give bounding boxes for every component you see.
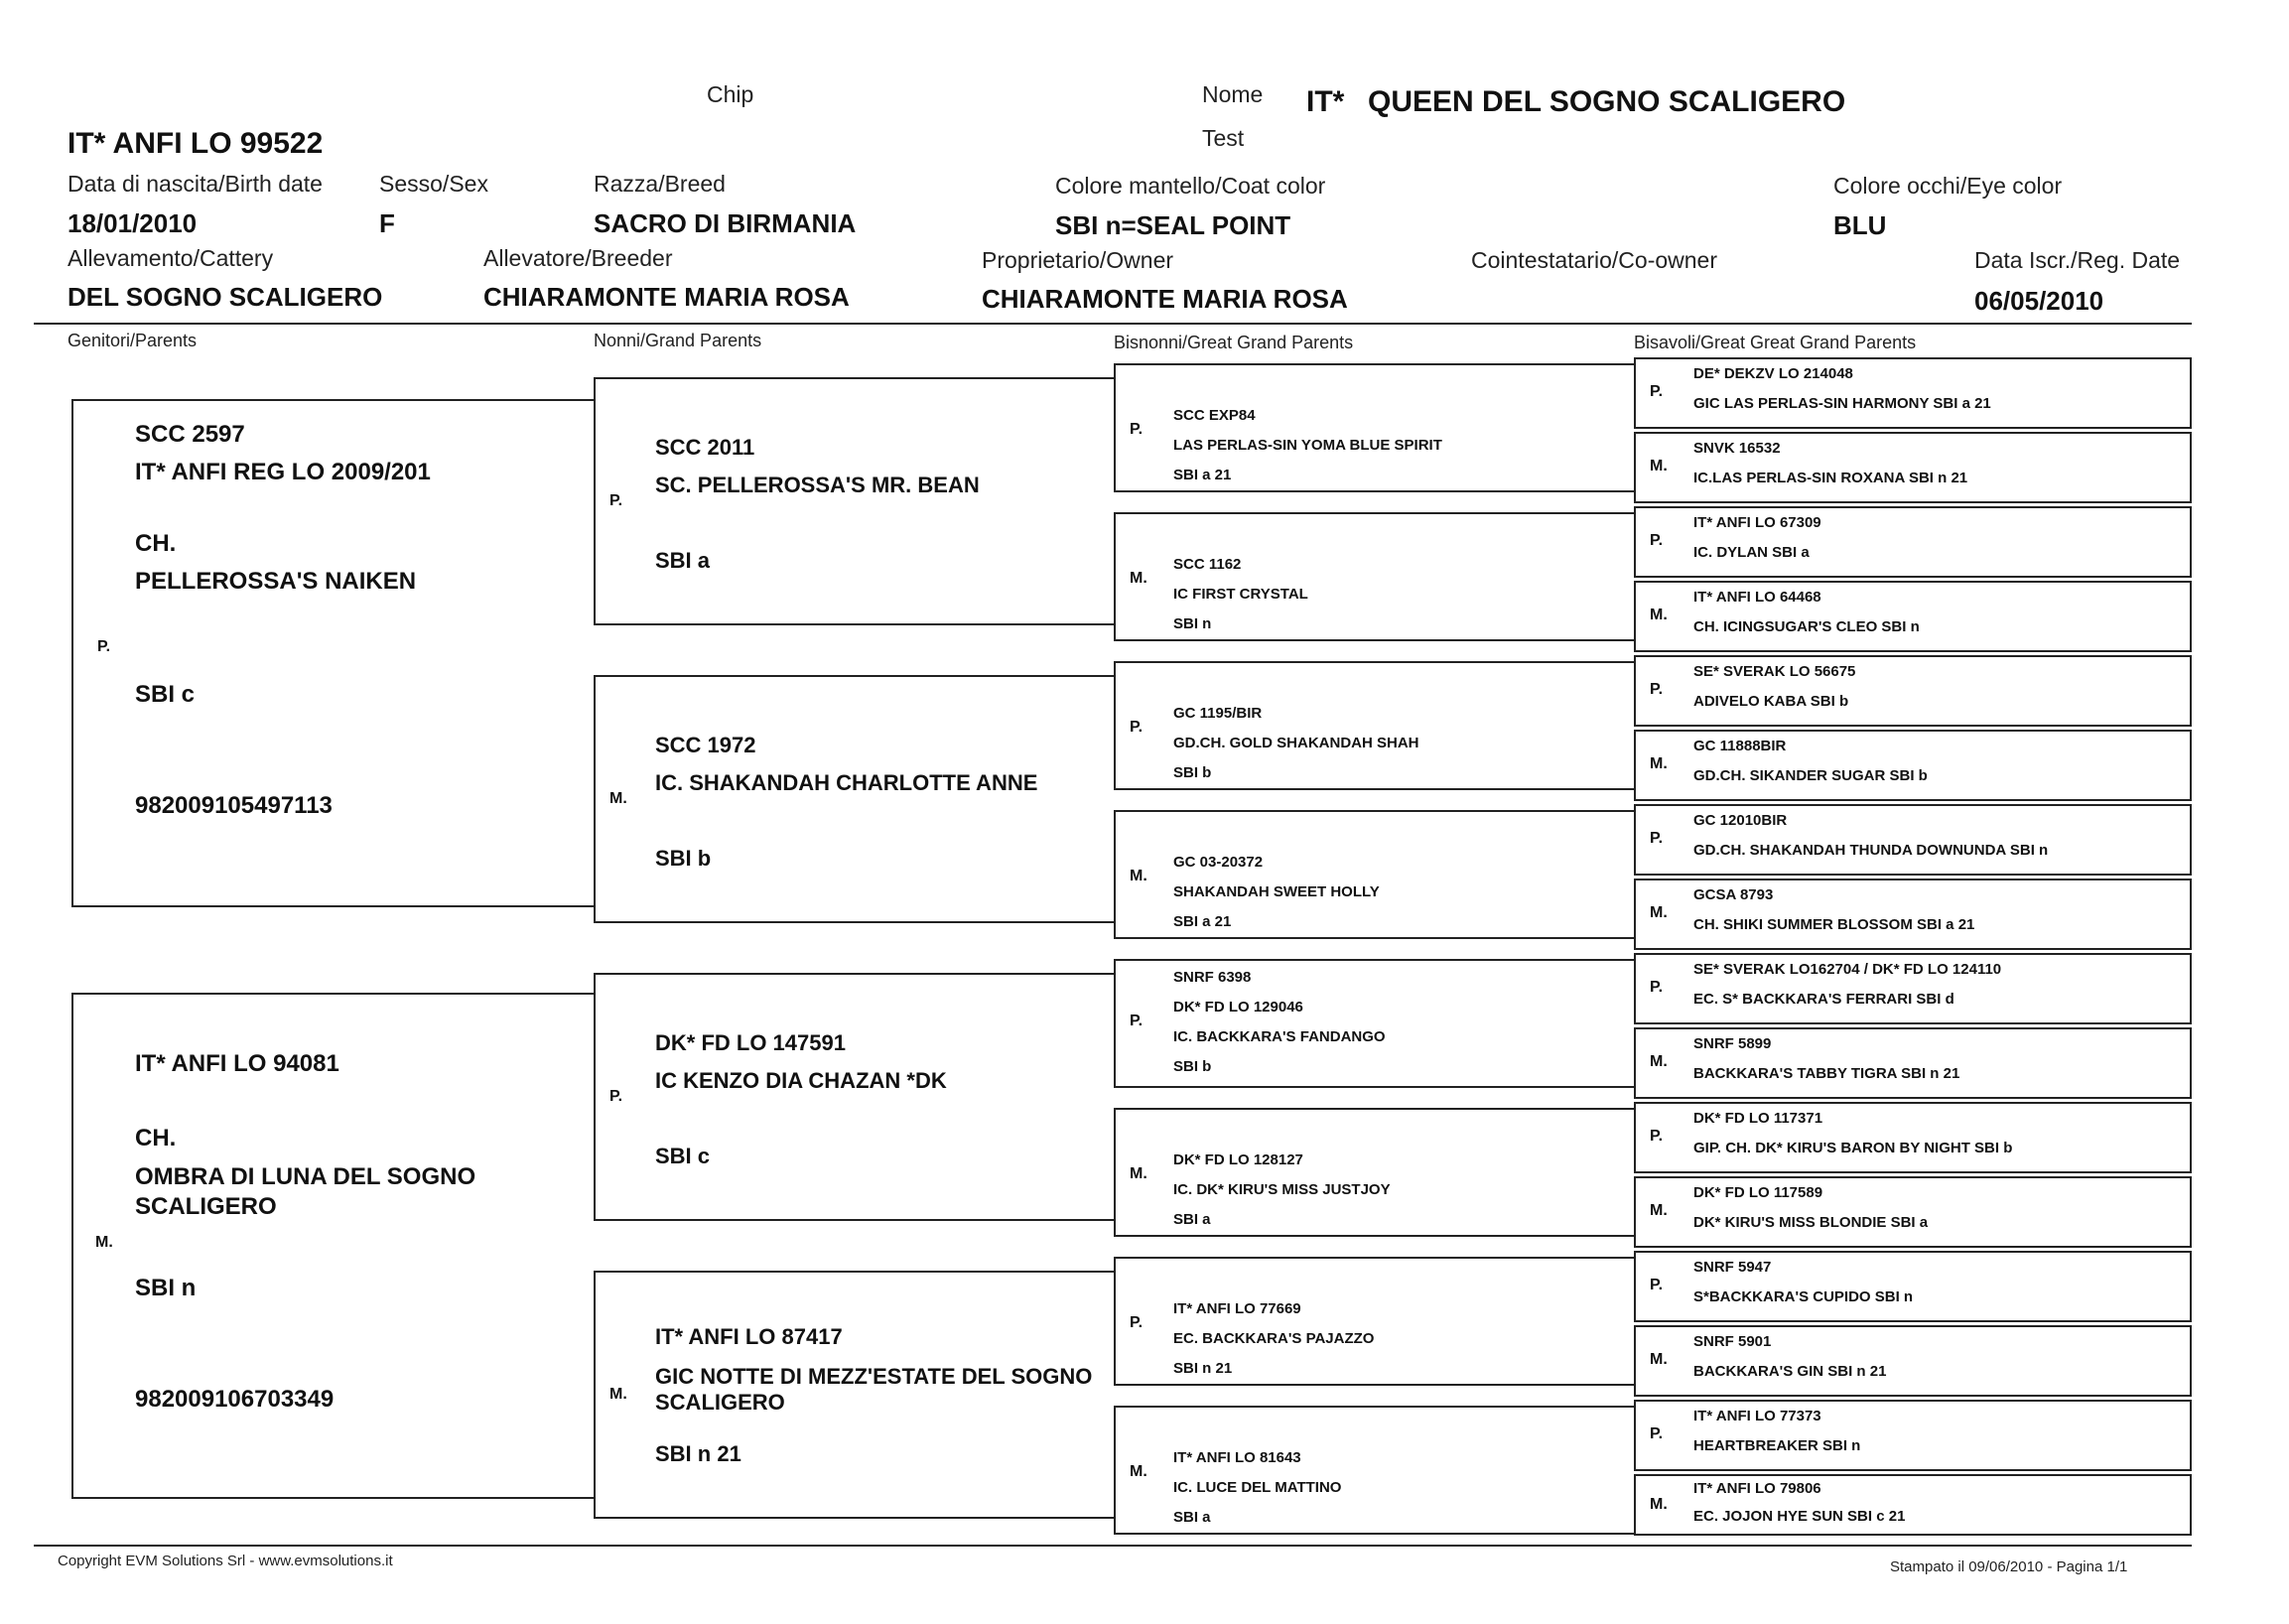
ggg-mark: P.: [1650, 830, 1664, 847]
great-grandparent-box: [1114, 363, 1634, 492]
great-grandparent-line: SCC 1162: [1173, 556, 1242, 573]
grandparent-box: [594, 675, 1116, 923]
footer-divider: [34, 1545, 2192, 1547]
great-grandparent-line: SBI a 21: [1173, 467, 1232, 483]
birth-date-label: Data di nascita/Birth date: [67, 171, 323, 197]
ggg-name: DK* KIRU'S MISS BLONDIE SBI a: [1693, 1214, 1929, 1231]
ggg-name: IC. DYLAN SBI a: [1693, 544, 1810, 561]
ggg-name: BACKKARA'S TABBY TIGRA SBI n 21: [1693, 1065, 1960, 1082]
great-grandparent-line: LAS PERLAS-SIN YOMA BLUE SPIRIT: [1173, 437, 1442, 454]
great-great-grandparent-box: [1634, 1325, 2192, 1397]
grandparent-color: SBI a: [655, 548, 711, 573]
ggg-name: GD.CH. SHAKANDAH THUNDA DOWNUNDA SBI n: [1693, 842, 2049, 859]
parent-name: PELLEROSSA'S NAIKEN: [135, 568, 417, 595]
parent-dam-box: [71, 993, 596, 1499]
grandparent-reg: IT* ANFI LO 87417: [655, 1324, 843, 1349]
breeder-label: Allevatore/Breeder: [483, 245, 673, 271]
birth-date-value: 18/01/2010: [67, 208, 198, 238]
cattery-value: DEL SOGNO SCALIGERO: [67, 282, 383, 312]
col-header-grandparents: Nonni/Grand Parents: [594, 331, 762, 350]
name-label: Nome: [1202, 81, 1264, 107]
great-grandparent-box: [1114, 661, 1634, 790]
great-grandparent-line: IT* ANFI LO 77669: [1173, 1300, 1301, 1317]
ggg-mark: M.: [1650, 755, 1668, 772]
great-great-grandparent-box: [1634, 1102, 2192, 1173]
ggg-name: CH. SHIKI SUMMER BLOSSOM SBI a 21: [1693, 916, 1975, 933]
registration-number: IT* ANFI LO 99522: [67, 127, 324, 160]
ggg-mark: P.: [1650, 1425, 1664, 1442]
ggg-mark: M.: [1650, 1351, 1668, 1368]
parent-dam-mark: M.: [95, 1234, 113, 1251]
ggg-name: BACKKARA'S GIN SBI n 21: [1693, 1363, 1887, 1380]
parent-chip: 982009106703349: [135, 1386, 335, 1413]
ggg-mark: P.: [1650, 1277, 1664, 1293]
ggg-mark: P.: [1650, 681, 1664, 698]
copyright-text: Copyright EVM Solutions Srl - www.evmsolutions.it: [58, 1553, 393, 1569]
ggg-reg: IT* ANFI LO 79806: [1693, 1480, 1821, 1497]
great-grandparent-mark: M.: [1130, 1165, 1147, 1182]
ggg-mark: P.: [1650, 532, 1664, 549]
great-grandparent-line: SBI a 21: [1173, 913, 1232, 930]
great-grandparent-mark: P.: [1130, 1013, 1144, 1029]
great-grandparent-line: IT* ANFI LO 81643: [1173, 1449, 1301, 1466]
cat-name: QUEEN DEL SOGNO SCALIGERO: [1368, 85, 1846, 118]
co-owner-label: Cointestatario/Co-owner: [1471, 247, 1718, 273]
great-great-grandparent-box: [1634, 655, 2192, 727]
ggg-name: S*BACKKARA'S CUPIDO SBI n: [1693, 1288, 1914, 1305]
owner-label: Proprietario/Owner: [982, 247, 1174, 273]
grandparent-reg: SCC 2011: [655, 435, 755, 460]
great-grandparent-mark: P.: [1130, 719, 1144, 736]
col-header-parents: Genitori/Parents: [67, 331, 198, 350]
great-grandparent-box: [1114, 1257, 1634, 1386]
grandparent-name-cont: SCALIGERO: [655, 1390, 785, 1415]
sex-label: Sesso/Sex: [379, 171, 488, 197]
parent-reg: IT* ANFI LO 94081: [135, 1050, 339, 1077]
great-great-grandparent-box: [1634, 1474, 2192, 1536]
ggg-name: CH. ICINGSUGAR'S CLEO SBI n: [1693, 618, 1920, 635]
ggg-reg: DK* FD LO 117589: [1693, 1184, 1823, 1201]
parent-title: CH.: [135, 1125, 177, 1151]
breeder-value: CHIARAMONTE MARIA ROSA: [483, 282, 850, 312]
ggg-reg: IT* ANFI LO 67309: [1693, 514, 1821, 531]
parent-sire-mark: P.: [97, 638, 111, 655]
ggg-reg: SNRF 5899: [1693, 1035, 1772, 1052]
great-grandparent-mark: P.: [1130, 421, 1144, 438]
parent-color: SBI c: [135, 681, 196, 708]
great-grandparent-box: [1114, 512, 1634, 641]
great-great-grandparent-box: [1634, 1176, 2192, 1248]
great-great-grandparent-box: [1634, 730, 2192, 801]
ggg-name: EC. JOJON HYE SUN SBI c 21: [1693, 1508, 1906, 1525]
great-grandparent-mark: M.: [1130, 1463, 1147, 1480]
ggg-mark: M.: [1650, 1496, 1668, 1513]
ggg-mark: P.: [1650, 383, 1664, 400]
header-divider: [34, 323, 2192, 325]
ggg-mark: M.: [1650, 607, 1668, 623]
ggg-reg: SNRF 5901: [1693, 1333, 1772, 1350]
grandparent-name: IC KENZO DIA CHAZAN *DK: [655, 1068, 947, 1093]
great-grandparent-mark: M.: [1130, 570, 1147, 587]
great-great-grandparent-box: [1634, 1027, 2192, 1099]
ggg-name: HEARTBREAKER SBI n: [1693, 1437, 1861, 1454]
coat-color-label: Colore mantello/Coat color: [1055, 173, 1326, 199]
grandparent-name: GIC NOTTE DI MEZZ'ESTATE DEL SOGNO: [655, 1364, 1093, 1389]
ggg-mark: P.: [1650, 979, 1664, 996]
great-great-grandparent-box: [1634, 1400, 2192, 1471]
ggg-reg: SNRF 5947: [1693, 1259, 1772, 1276]
ggg-mark: M.: [1650, 1202, 1668, 1219]
ggg-reg: IT* ANFI LO 64468: [1693, 589, 1821, 606]
great-grandparent-line: SNRF 6398: [1173, 969, 1252, 986]
great-great-grandparent-box: [1634, 953, 2192, 1024]
great-grandparent-line: SHAKANDAH SWEET HOLLY: [1173, 883, 1380, 900]
grandparent-mark: P.: [609, 492, 623, 509]
test-label: Test: [1202, 125, 1245, 151]
parent-reg: SCC 2597: [135, 421, 245, 448]
ggg-reg: SNVK 16532: [1693, 440, 1781, 457]
grandparent-box: [594, 1271, 1116, 1519]
grandparent-mark: M.: [609, 790, 627, 807]
ggg-reg: GCSA 8793: [1693, 886, 1774, 903]
grandparent-mark: P.: [609, 1088, 623, 1105]
grandparent-name: SC. PELLEROSSA'S MR. BEAN: [655, 473, 980, 497]
cattery-label: Allevamento/Cattery: [67, 245, 274, 271]
great-great-grandparent-box: [1634, 432, 2192, 503]
great-great-grandparent-box: [1634, 581, 2192, 652]
ggg-name: IC.LAS PERLAS-SIN ROXANA SBI n 21: [1693, 470, 1968, 486]
ggg-reg: DK* FD LO 117371: [1693, 1110, 1823, 1127]
grandparent-box: [594, 973, 1116, 1221]
ggg-reg: SE* SVERAK LO 56675: [1693, 663, 1856, 680]
great-grandparent-line: SBI b: [1173, 764, 1212, 781]
great-grandparent-line: IC. LUCE DEL MATTINO: [1173, 1479, 1342, 1496]
ggg-mark: M.: [1650, 904, 1668, 921]
grandparent-box: [594, 377, 1116, 625]
great-grandparent-line: EC. BACKKARA'S PAJAZZO: [1173, 1330, 1375, 1347]
grandparent-color: SBI n 21: [655, 1441, 741, 1466]
eye-color-value: BLU: [1833, 210, 1887, 240]
ggg-reg: IT* ANFI LO 77373: [1693, 1408, 1821, 1424]
great-grandparent-line: SBI b: [1173, 1058, 1212, 1075]
ggg-name: GD.CH. SIKANDER SUGAR SBI b: [1693, 767, 1928, 784]
great-grandparent-line: SBI a: [1173, 1509, 1211, 1526]
great-great-grandparent-box: [1634, 1251, 2192, 1322]
grandparent-color: SBI b: [655, 846, 712, 871]
grandparent-reg: SCC 1972: [655, 733, 756, 757]
great-grandparent-line: IC. BACKKARA'S FANDANGO: [1173, 1028, 1386, 1045]
reg-date-label: Data Iscr./Reg. Date: [1974, 247, 2181, 273]
coat-color-value: SBI n=SEAL POINT: [1055, 210, 1291, 240]
great-grandparent-line: SBI n: [1173, 615, 1212, 632]
great-grandparent-line: GC 1195/BIR: [1173, 705, 1263, 722]
ggg-reg: GC 12010BIR: [1693, 812, 1788, 829]
great-grandparent-line: IC FIRST CRYSTAL: [1173, 586, 1308, 603]
ggg-name: GIP. CH. DK* KIRU'S BARON BY NIGHT SBI b: [1693, 1140, 2013, 1156]
chip-label: Chip: [707, 81, 754, 107]
ggg-mark: M.: [1650, 1053, 1668, 1070]
grandparent-name: IC. SHAKANDAH CHARLOTTE ANNE: [655, 770, 1038, 795]
great-grandparent-line: GD.CH. GOLD SHAKANDAH SHAH: [1173, 735, 1419, 751]
great-grandparent-box: [1114, 959, 1634, 1088]
parent-name-cont: SCALIGERO: [135, 1193, 277, 1220]
great-grandparent-line: SBI a: [1173, 1211, 1211, 1228]
ggg-mark: M.: [1650, 458, 1668, 474]
parent-name: OMBRA DI LUNA DEL SOGNO: [135, 1163, 476, 1190]
eye-color-label: Colore occhi/Eye color: [1833, 173, 2063, 199]
great-grandparent-line: SCC EXP84: [1173, 407, 1256, 424]
great-grandparent-line: DK* FD LO 128127: [1173, 1151, 1303, 1168]
great-grandparent-line: GC 03-20372: [1173, 854, 1264, 871]
ggg-name: EC. S* BACKKARA'S FERRARI SBI d: [1693, 991, 1954, 1008]
grandparent-mark: M.: [609, 1386, 627, 1403]
ggg-name: GIC LAS PERLAS-SIN HARMONY SBI a 21: [1693, 395, 1991, 412]
col-header-great-great-grandparents: Bisavoli/Great Great Grand Parents: [1634, 333, 1917, 352]
great-grandparent-line: SBI n 21: [1173, 1360, 1233, 1377]
parent-color: SBI n: [135, 1275, 197, 1301]
ggg-reg: SE* SVERAK LO162704 / DK* FD LO 124110: [1693, 961, 2002, 978]
great-grandparent-mark: P.: [1130, 1314, 1144, 1331]
breed-label: Razza/Breed: [594, 171, 726, 197]
ggg-mark: P.: [1650, 1128, 1664, 1145]
printed-date: Stampato il 09/06/2010 - Pagina 1/1: [1890, 1558, 2128, 1575]
parent-title: CH.: [135, 530, 177, 557]
name-prefix: IT*: [1306, 85, 1345, 118]
col-header-great-grandparents: Bisnonni/Great Grand Parents: [1114, 333, 1354, 352]
great-great-grandparent-box: [1634, 357, 2192, 429]
parent-chip: 982009105497113: [135, 792, 333, 819]
owner-value: CHIARAMONTE MARIA ROSA: [982, 284, 1348, 314]
great-great-grandparent-box: [1634, 804, 2192, 876]
great-grandparent-box: [1114, 810, 1634, 939]
great-grandparent-mark: M.: [1130, 868, 1147, 884]
ggg-reg: GC 11888BIR: [1693, 738, 1787, 754]
reg-date-value: 06/05/2010: [1974, 286, 2104, 316]
great-grandparent-box: [1114, 1108, 1634, 1237]
grandparent-reg: DK* FD LO 147591: [655, 1030, 846, 1055]
great-great-grandparent-box: [1634, 506, 2192, 578]
great-grandparent-line: DK* FD LO 129046: [1173, 999, 1303, 1015]
grandparent-color: SBI c: [655, 1144, 711, 1168]
parent-reg-alt: IT* ANFI REG LO 2009/201: [135, 459, 431, 485]
great-great-grandparent-box: [1634, 879, 2192, 950]
great-grandparent-box: [1114, 1406, 1634, 1535]
ggg-reg: DE* DEKZV LO 214048: [1693, 365, 1853, 382]
ggg-name: ADIVELO KABA SBI b: [1693, 693, 1849, 710]
great-grandparent-line: IC. DK* KIRU'S MISS JUSTJOY: [1173, 1181, 1391, 1198]
parent-sire-box: [71, 399, 596, 907]
breed-value: SACRO DI BIRMANIA: [594, 208, 857, 238]
sex-value: F: [379, 208, 395, 238]
